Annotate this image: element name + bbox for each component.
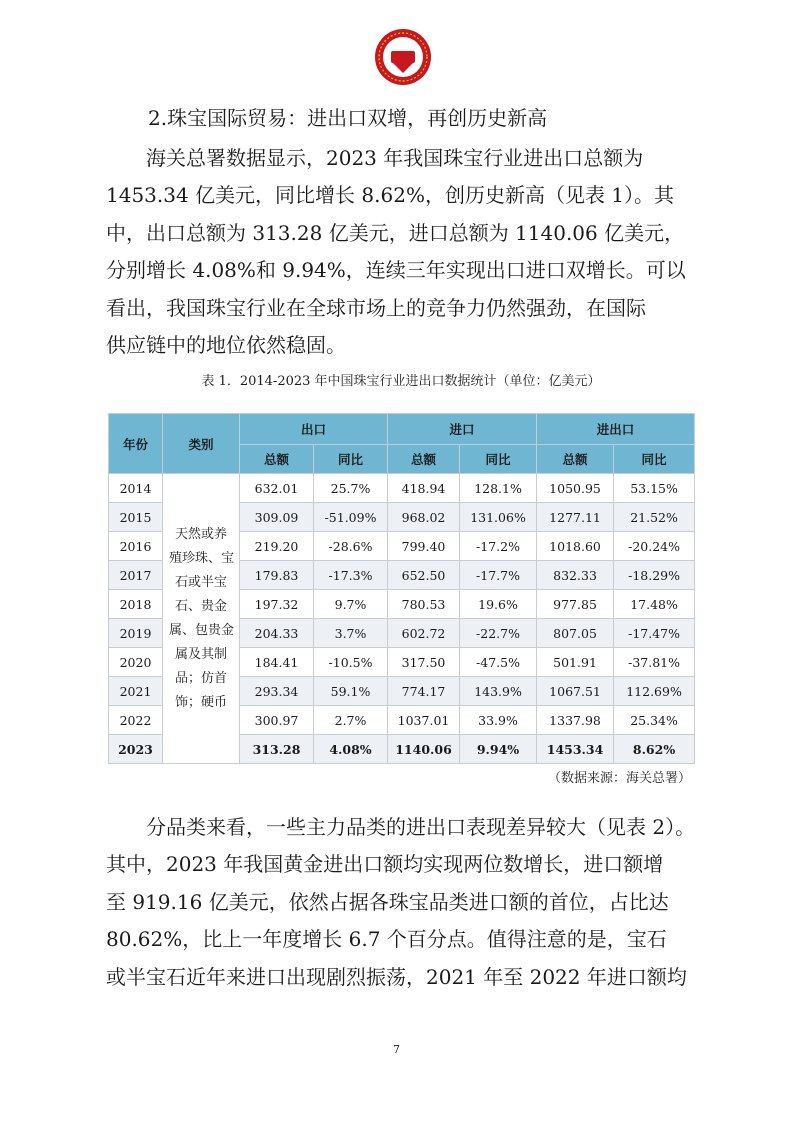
table-row (109, 474, 695, 503)
cell-total: 1067.51 (537, 677, 614, 706)
cell-total-yoy: 112.69% (614, 677, 695, 706)
cell-category (163, 474, 240, 764)
cell-total-yoy: -18.29% (614, 561, 695, 590)
category-line: 石、贵金 (174, 598, 227, 614)
cell-total-yoy: 17.48% (614, 590, 695, 619)
cell-year: 2016 (109, 532, 163, 561)
cell-total: 1050.95 (537, 474, 614, 503)
cell-export-yoy: 9.7% (314, 590, 388, 619)
text-line: 其中，2023 年我国黄金进出口额均实现两位数增长，进口额增 (106, 852, 664, 877)
cell-import-total: 317.50 (388, 648, 460, 677)
cell-export-yoy: 59.1% (314, 677, 388, 706)
header-export: 出口 (240, 414, 388, 445)
cell-export-yoy: -17.3% (314, 561, 388, 590)
header-category: 类别 (163, 414, 240, 474)
table-caption: 表 1．2014-2023 年中国珠宝行业进出口数据统计（单位：亿美元） (201, 374, 601, 389)
category-line: 石或半宝 (174, 574, 227, 590)
cell-year: 2022 (109, 706, 163, 735)
cell-year: 2020 (109, 648, 163, 677)
cell-export-total: 300.97 (240, 706, 314, 735)
cell-year: 2015 (109, 503, 163, 532)
cell-total: 1337.98 (537, 706, 614, 735)
text-line: 中，出口总额为 313.28 亿美元，进口总额为 1140.06 亿美元， (106, 220, 685, 245)
logo-emblem-icon (373, 27, 433, 87)
text-line: 1453.34 亿美元，同比增长 8.62%，创历史新高（见表 1）。其 (106, 183, 675, 208)
cell-export-total: 197.32 (240, 590, 314, 619)
cell-import-yoy: 143.9% (460, 677, 537, 706)
cell-import-yoy: -17.7% (460, 561, 537, 590)
cell-import-yoy: -22.7% (460, 619, 537, 648)
cell-total: 1277.11 (537, 503, 614, 532)
logo (373, 27, 433, 87)
cell-year: 2021 (109, 677, 163, 706)
header-export-amount: 总额 (240, 445, 314, 474)
cell-export-total: 313.28 (240, 735, 314, 764)
cell-export-total: 632.01 (240, 474, 314, 503)
cell-import-yoy: -17.2% (460, 532, 537, 561)
cell-total-yoy: -37.81% (614, 648, 695, 677)
header-year: 年份 (109, 414, 163, 474)
cell-import-yoy: -47.5% (460, 648, 537, 677)
cell-total-yoy: 8.62% (614, 735, 695, 764)
category-line: 殖珍珠、宝 (169, 550, 235, 566)
text-line: 看出，我国珠宝行业在全球市场上的竞争力仍然强劲，在国际 (106, 295, 646, 320)
cell-import-yoy: 128.1% (460, 474, 537, 503)
page-number: 7 (393, 1043, 400, 1056)
cell-import-yoy: 131.06% (460, 503, 537, 532)
category-line: 天然或养 (174, 526, 227, 542)
category-line: 属及其制 (174, 646, 227, 662)
cell-export-total: 309.09 (240, 503, 314, 532)
cell-import-total: 968.02 (388, 503, 460, 532)
header-import-yoy: 同比 (460, 445, 537, 474)
text-line: 至 919.16 亿美元，依然占据各珠宝品类进口额的首位，占比达 (106, 889, 669, 914)
text-line: 海关总署数据显示，2023 年我国珠宝行业进出口总额为 (106, 146, 644, 170)
header-import: 进口 (388, 414, 537, 445)
text-line: 分品类来看，一些主力品类的进出口表现差异较大（见表 2）。 (106, 815, 696, 839)
header-total-yoy: 同比 (614, 445, 695, 474)
cell-year: 2017 (109, 561, 163, 590)
cell-export-yoy: 2.7% (314, 706, 388, 735)
text-line: 80.62%，比上一年度增长 6.7 个百分点。值得注意的是，宝石 (106, 927, 667, 952)
cell-export-yoy: -10.5% (314, 648, 388, 677)
cell-export-total: 293.34 (240, 677, 314, 706)
cell-total: 832.33 (537, 561, 614, 590)
cell-total-yoy: 53.15% (614, 474, 695, 503)
cell-export-total: 179.83 (240, 561, 314, 590)
cell-total-yoy: -20.24% (614, 532, 695, 561)
cell-year: 2018 (109, 590, 163, 619)
intro-paragraph (106, 140, 696, 364)
cell-import-yoy: 9.94% (460, 735, 537, 764)
table-source-note: （数据来源：海关总署） (547, 771, 691, 786)
cell-import-total: 774.17 (388, 677, 460, 706)
cell-total: 1453.34 (537, 735, 614, 764)
cell-import-total: 1140.06 (388, 735, 460, 764)
header-total: 进出口 (537, 414, 695, 445)
cell-export-yoy: 25.7% (314, 474, 388, 503)
cell-export-total: 219.20 (240, 532, 314, 561)
cell-total: 807.05 (537, 619, 614, 648)
cell-import-total: 799.40 (388, 532, 460, 561)
cell-import-yoy: 19.6% (460, 590, 537, 619)
cell-total-yoy: -17.47% (614, 619, 695, 648)
cell-export-total: 204.33 (240, 619, 314, 648)
cell-export-total: 184.41 (240, 648, 314, 677)
cell-total: 1018.60 (537, 532, 614, 561)
cell-import-total: 602.72 (388, 619, 460, 648)
section-heading: 2.珠宝国际贸易：进出口双增，再创历史新高 (148, 106, 548, 130)
cell-import-yoy: 33.9% (460, 706, 537, 735)
cell-export-yoy: 4.08% (314, 735, 388, 764)
cell-year: 2023 (109, 735, 163, 764)
category-line: 属、包贵金 (169, 622, 235, 638)
cell-export-yoy: 3.7% (314, 619, 388, 648)
cell-import-total: 1037.01 (388, 706, 460, 735)
text-line: 分别增长 4.08%和 9.94%，连续三年实现出口进口双增长。可以 (106, 258, 686, 283)
header-export-yoy: 同比 (314, 445, 388, 474)
trade-data-table (108, 413, 695, 764)
header-import-amount: 总额 (388, 445, 460, 474)
text-line: 或半宝石近年来进口出现剧烈振荡，2021 年至 2022 年进口额均 (106, 964, 687, 989)
category-paragraph (106, 809, 696, 996)
header-total-amount: 总额 (537, 445, 614, 474)
cell-total: 977.85 (537, 590, 614, 619)
cell-year: 2019 (109, 619, 163, 648)
cell-total: 501.91 (537, 648, 614, 677)
category-line: 品；仿首 (174, 670, 227, 686)
cell-total-yoy: 25.34% (614, 706, 695, 735)
text-line: 供应链中的地位依然稳固。 (106, 333, 346, 358)
cell-total-yoy: 21.52% (614, 503, 695, 532)
cell-year: 2014 (109, 474, 163, 503)
cell-export-yoy: -51.09% (314, 503, 388, 532)
cell-import-total: 418.94 (388, 474, 460, 503)
cell-export-yoy: -28.6% (314, 532, 388, 561)
category-line: 饰；硬币 (174, 694, 227, 710)
cell-import-total: 652.50 (388, 561, 460, 590)
cell-import-total: 780.53 (388, 590, 460, 619)
